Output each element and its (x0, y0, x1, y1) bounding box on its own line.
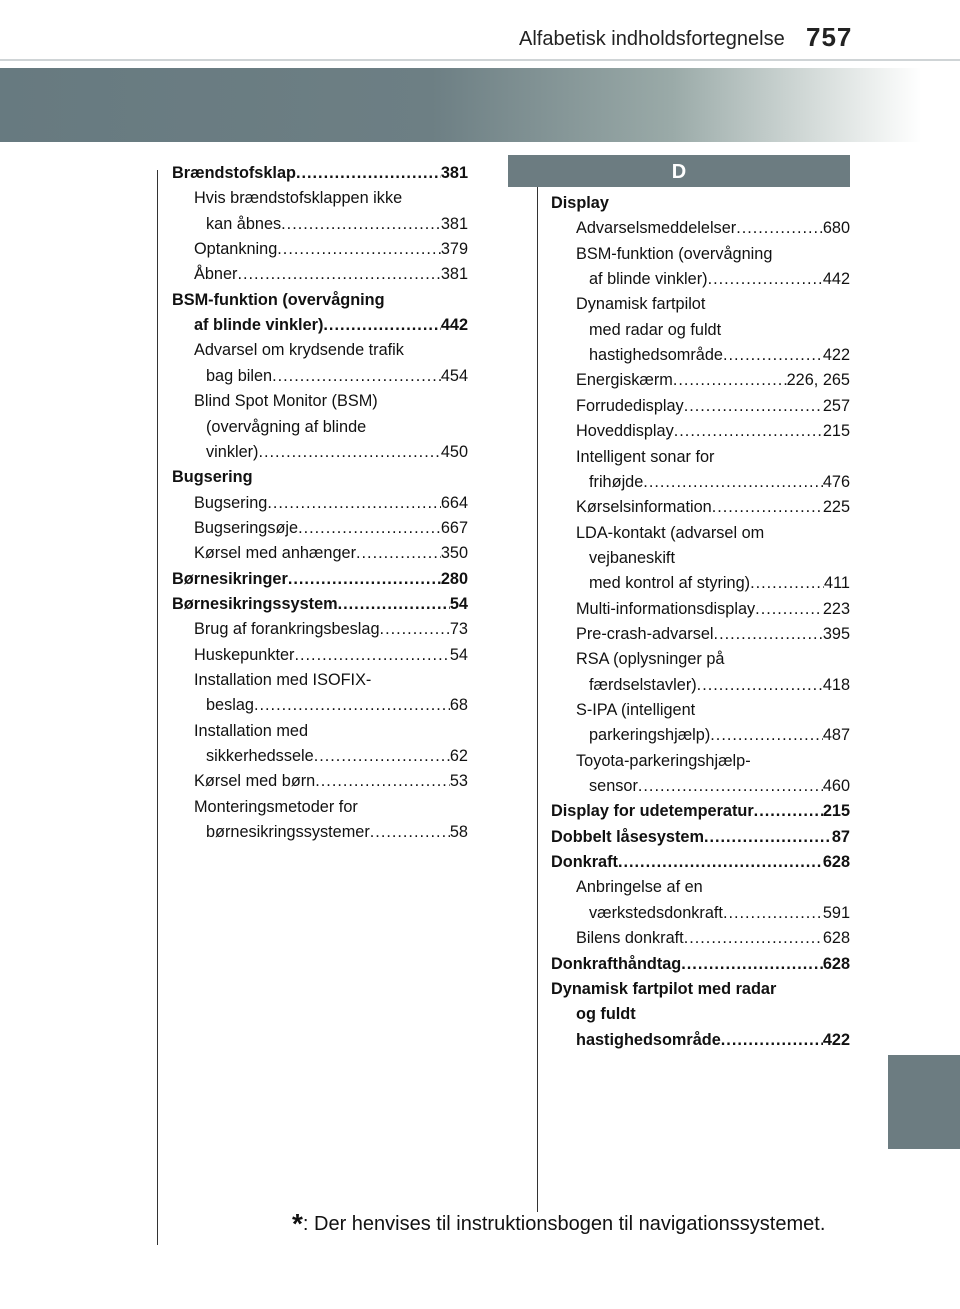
leader-dots (643, 472, 823, 492)
leader-dots (638, 776, 823, 796)
leader-dots (314, 746, 450, 766)
running-title: Alfabetisk indholdsfortegnelse (519, 28, 785, 50)
index-entry: LDA-kontakt (advarsel om (576, 523, 765, 542)
leader-dots (618, 852, 823, 872)
leader-dots (754, 801, 823, 821)
leader-dots (237, 264, 440, 284)
index-entry: BSM-funktion (overvågning (172, 290, 385, 309)
entry-text: sensor (589, 777, 638, 796)
leader-dots (736, 218, 823, 238)
entry-page: 223 (822, 599, 850, 618)
leader-dots (684, 396, 823, 416)
index-entry (576, 928, 850, 948)
entry-text: børnesikringssystemer (206, 823, 370, 842)
entry-page: 379 (440, 240, 468, 259)
index-entry (172, 569, 468, 589)
entry-text: Donkraft (551, 853, 618, 872)
index-entry: Monteringsmetoder for (194, 797, 358, 816)
entry-text: Donkrafthåndtag (551, 954, 682, 973)
entry-page: 53 (449, 772, 468, 791)
index-entry: RSA (oplysninger på (576, 650, 725, 669)
entry-page: 215 (822, 802, 850, 821)
index-entry (194, 493, 468, 513)
entry-text: Hoveddisplay (576, 422, 674, 441)
footnote-marker: * (292, 1208, 303, 1239)
index-entry (551, 954, 850, 974)
entry-page: 257 (822, 396, 850, 415)
index-entry (206, 366, 468, 386)
entry-page: 422 (822, 346, 850, 365)
entry-page: 226, 265 (786, 371, 850, 390)
entry-text: Advarselsmeddelelser (576, 219, 737, 238)
entry-text: Bugsering (194, 493, 268, 512)
leader-dots (750, 573, 824, 593)
index-entry (589, 725, 850, 745)
index-entry (172, 163, 468, 183)
entry-page: 418 (822, 675, 850, 694)
leader-dots (714, 624, 823, 644)
index-entry: Intelligent sonar for (576, 447, 715, 466)
index-entry: Toyota-parkeringshjælp- (576, 751, 751, 770)
entry-text: Huskepunkter (194, 645, 295, 664)
leader-dots (288, 569, 441, 589)
entry-text: Kørsel med anhænger (194, 544, 356, 563)
leader-dots (723, 345, 823, 365)
index-entry (551, 827, 850, 847)
index-entry: Blind Spot Monitor (BSM) (194, 392, 378, 411)
leader-dots (370, 822, 450, 842)
entry-page: 680 (822, 219, 850, 238)
index-entry (206, 695, 468, 715)
entry-text: Børnesikringssystem (172, 594, 338, 613)
entry-text: færdselstavler) (589, 675, 697, 694)
index-entry: (overvågning af blinde (206, 417, 367, 436)
entry-page: 62 (449, 747, 468, 766)
entry-text: af blinde vinkler) (589, 270, 708, 289)
index-entry (206, 746, 468, 766)
entry-page: 395 (822, 624, 850, 643)
index-entry (172, 594, 468, 614)
entry-page: 591 (822, 903, 850, 922)
entry-page: 280 (440, 569, 468, 588)
entry-text: Multi-informationsdisplay (576, 599, 756, 618)
leader-dots (681, 954, 823, 974)
leader-dots (673, 370, 787, 390)
index-entry: Dynamisk fartpilot (576, 295, 706, 314)
section-thumb-tab (888, 1055, 960, 1149)
entry-text: Åbner (194, 265, 238, 284)
entry-text: hastighedsområde (576, 1030, 721, 1049)
index-entry: Installation med ISOFIX- (194, 671, 372, 689)
entry-text: Optankning (194, 240, 278, 259)
footnote (292, 1208, 825, 1240)
entry-page: 87 (831, 827, 850, 846)
leader-dots (697, 675, 823, 695)
index-entry (194, 645, 468, 665)
index-entry (576, 624, 850, 644)
entry-page: 381 (440, 265, 468, 284)
leader-dots (380, 619, 450, 639)
index-entry (576, 396, 850, 416)
index-entry (589, 345, 850, 365)
index-entry (206, 442, 468, 462)
leader-dots (755, 599, 823, 619)
entry-text: Bugseringsøje (194, 518, 299, 537)
entry-text: værkstedsdonkraft (589, 903, 723, 922)
leader-dots (267, 493, 441, 513)
index-entry (194, 264, 468, 284)
footnote-text: : Der henvises til instruktionsbogen til navigationssystemet. (302, 1213, 826, 1235)
entry-text: frihøjde (589, 472, 644, 491)
leader-dots (684, 928, 823, 948)
index-entry: Advarsel om krydsende trafik (194, 341, 404, 360)
entry-page: 225 (822, 498, 850, 517)
entry-page: 454 (440, 366, 468, 385)
index-entry (551, 801, 850, 821)
index-entry (576, 370, 850, 390)
entry-page: 215 (822, 422, 850, 441)
index-entry: Hvis brændstofsklappen ikke (194, 189, 403, 208)
entry-text: bag bilen (206, 366, 273, 385)
entry-text: Brændstofsklap (172, 164, 296, 182)
index-entry (589, 903, 850, 923)
entry-page: 54 (449, 594, 468, 613)
index-entry (551, 852, 850, 872)
entry-page: 411 (824, 574, 850, 593)
entry-text: sikkerhedssele (206, 747, 314, 766)
entry-text: af blinde vinkler) (194, 316, 324, 335)
header-band (0, 68, 960, 142)
entry-text: beslag (206, 696, 254, 715)
index-entry: BSM-funktion (overvågning (576, 244, 773, 263)
index-entry (194, 619, 468, 639)
entry-page: 381 (440, 164, 468, 182)
index-entry: Dynamisk fartpilot med radar (551, 979, 777, 998)
index-entry: Bugsering (172, 468, 253, 487)
index-entry (576, 218, 850, 238)
index-entry: og fuldt (576, 1005, 636, 1024)
index-entry (589, 269, 850, 289)
entry-text: kan åbnes (206, 214, 282, 233)
entry-page: 476 (822, 472, 850, 491)
leader-dots (296, 163, 441, 183)
entry-page: 667 (440, 518, 468, 537)
index-entry: Installation med (194, 721, 309, 740)
index-entry (589, 675, 850, 695)
index-entry (589, 776, 850, 796)
entry-page: 442 (440, 316, 468, 335)
entry-page: 442 (822, 270, 850, 289)
entry-text: Bilens donkraft (576, 929, 684, 948)
index-entry: Anbringelse af en (576, 878, 703, 897)
entry-page: 381 (440, 214, 468, 233)
entry-page: 628 (822, 853, 850, 872)
entry-page: 58 (449, 823, 468, 842)
index-entry: S-IPA (intelligent (576, 701, 696, 719)
entry-page: 54 (449, 645, 468, 664)
entry-text: Kørselsinformation (576, 498, 712, 517)
index-entry (194, 543, 468, 563)
index-entry (194, 315, 468, 335)
leader-dots (254, 695, 450, 715)
entry-text: hastighedsområde (589, 346, 723, 365)
index-entry: Display (551, 194, 609, 212)
leader-dots (315, 771, 450, 791)
leader-dots (704, 827, 832, 847)
left-column-rule (157, 170, 158, 1245)
entry-page: 487 (822, 726, 850, 745)
entry-text: med kontrol af styring) (589, 574, 751, 593)
index-entry (194, 771, 468, 791)
entry-page: 422 (822, 1030, 850, 1049)
leader-dots (281, 214, 441, 234)
header-rule (0, 59, 960, 61)
entry-page: 664 (440, 493, 468, 512)
index-entry (194, 518, 468, 538)
entry-page: 628 (822, 954, 850, 973)
entry-text: Dobbelt låsesystem (551, 827, 704, 846)
entry-page: 350 (440, 544, 468, 563)
entry-text: Forrudedisplay (576, 396, 684, 415)
index-entry (206, 214, 468, 234)
entry-page: 450 (440, 442, 468, 461)
entry-text: Energiskærm (576, 371, 673, 390)
leader-dots (723, 903, 823, 923)
index-entry (576, 599, 850, 619)
entry-text: parkeringshjælp) (589, 726, 711, 745)
entry-text: Pre-crash-advarsel (576, 624, 714, 643)
page-number: 757 (806, 22, 853, 52)
leader-dots (298, 518, 441, 538)
middle-column-rule (537, 185, 538, 1212)
leader-dots (258, 442, 440, 462)
leader-dots (708, 269, 823, 289)
index-entry (194, 239, 468, 259)
leader-dots (721, 1030, 823, 1050)
leader-dots (712, 497, 823, 517)
entry-text: Display for udetemperatur (551, 802, 754, 821)
entry-page: 68 (449, 696, 468, 715)
leader-dots (356, 543, 441, 563)
entry-text: Børnesikringer (172, 569, 288, 588)
leader-dots (338, 594, 450, 614)
leader-dots (323, 315, 440, 335)
entry-page: 460 (822, 777, 850, 796)
entry-page: 628 (822, 929, 850, 948)
index-entry: med radar og fuldt (589, 320, 722, 339)
index-entry (576, 497, 850, 517)
leader-dots (277, 239, 441, 259)
leader-dots (272, 366, 441, 386)
entry-text: vinkler) (206, 442, 259, 461)
entry-text: Brug af forankringsbeslag (194, 620, 380, 639)
index-entry (576, 421, 850, 441)
leader-dots (674, 421, 823, 441)
index-entry: vejbaneskift (589, 548, 675, 567)
index-entry (206, 822, 468, 842)
entry-page: 73 (449, 620, 468, 639)
leader-dots (294, 645, 449, 665)
index-entry (589, 573, 850, 593)
index-entry (576, 1030, 850, 1050)
leader-dots (710, 725, 823, 745)
section-letter-d: D (508, 155, 850, 187)
index-entry (589, 472, 850, 492)
entry-text: Kørsel med børn (194, 772, 316, 791)
